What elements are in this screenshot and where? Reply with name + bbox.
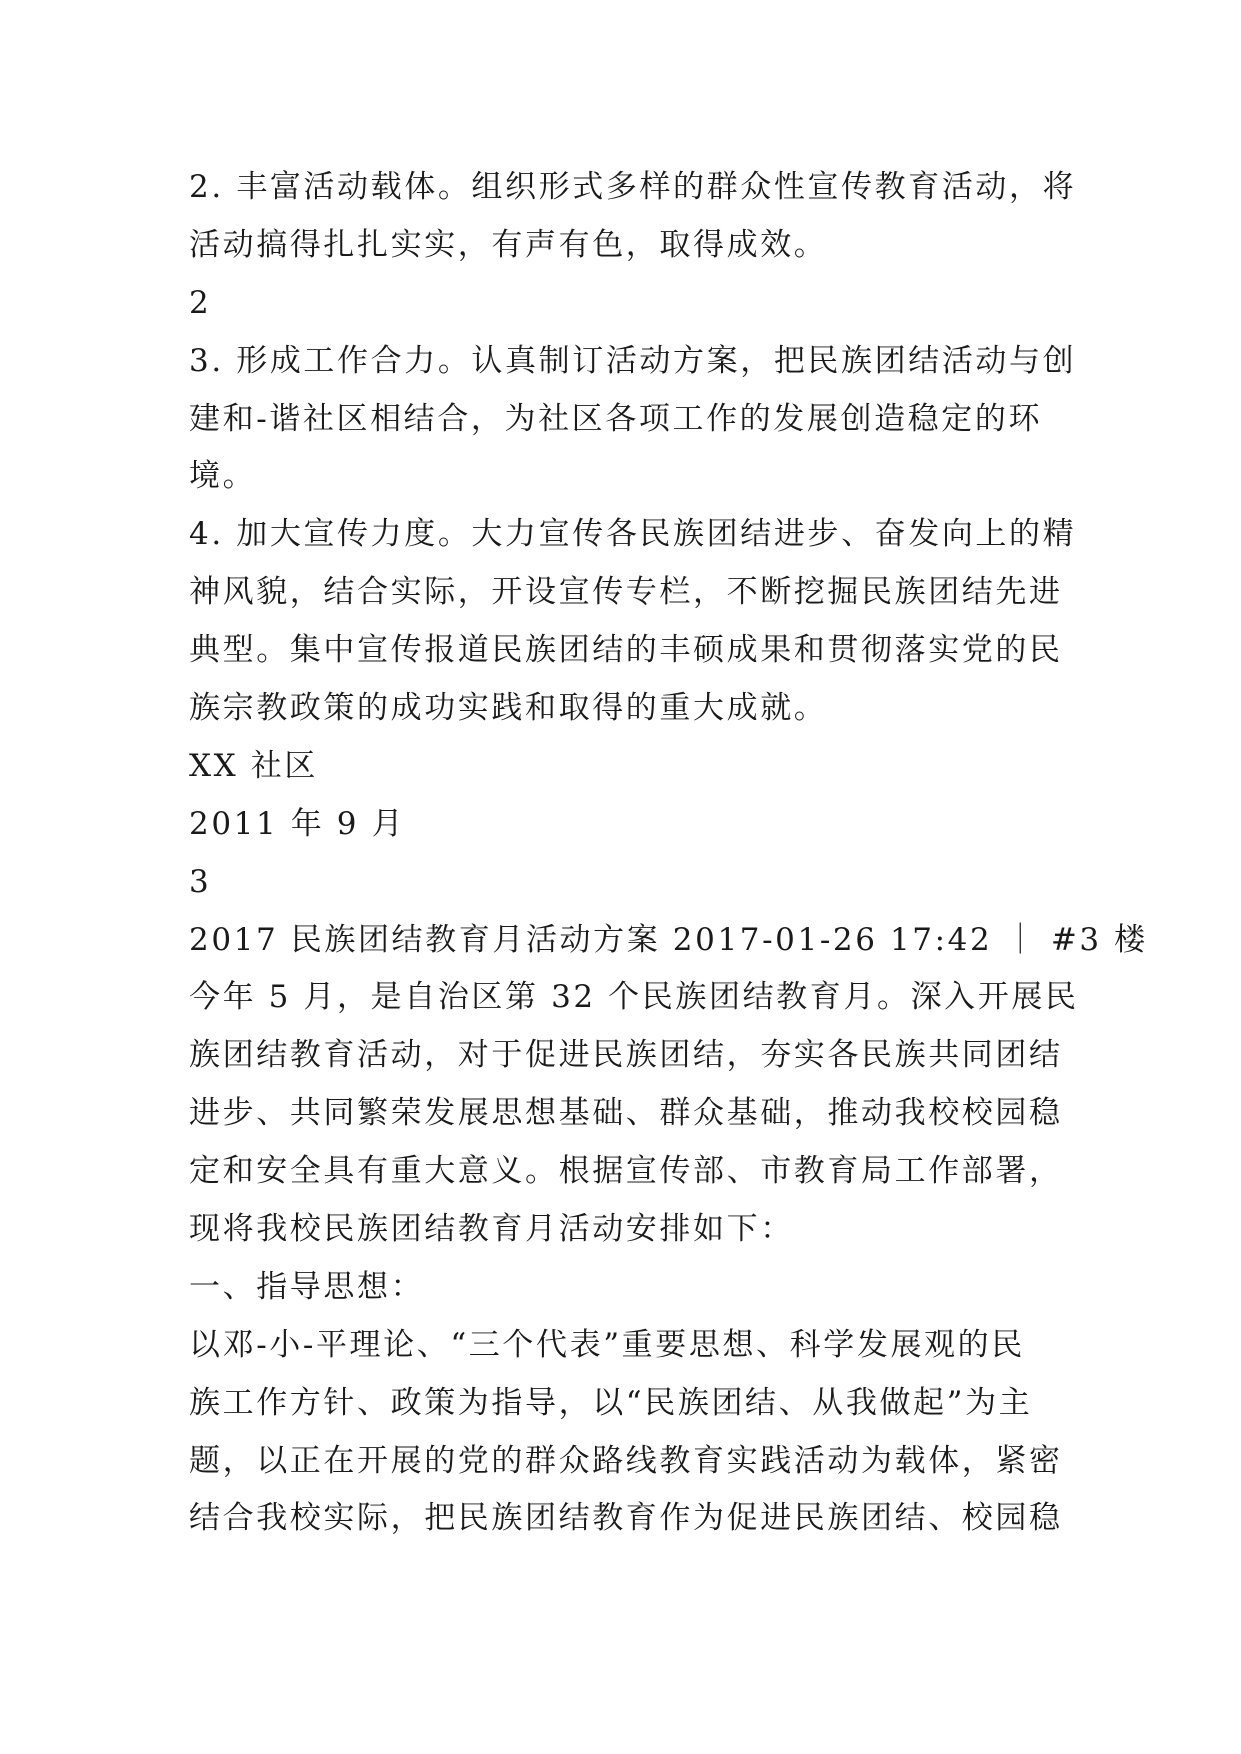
text-line: 神风貌，结合实际，开设宣传专栏，不断挖掘民族团结先进	[189, 574, 1063, 611]
heading: 一、指导思想：	[189, 1268, 425, 1305]
page-number: 2	[189, 284, 209, 321]
text-line: 族工作方针、政策为指导，以“民族团结、从我做起”为主	[189, 1384, 1033, 1421]
text-line: 建和-谐社区相结合，为社区各项工作的发展创造稳定的环	[189, 400, 1043, 437]
document-page	[189, 159, 1148, 1548]
page-number: 3	[189, 863, 209, 900]
text-line: 进步、共同繁荣发展思想基础、群众基础，推动我校校园稳	[189, 1095, 1063, 1132]
text-line: 典型。集中宣传报道民族团结的丰硕成果和贯彻落实党的民	[189, 632, 1063, 669]
signature-org: XX 社区	[189, 747, 318, 784]
text-line: 族团结教育活动，对于促进民族团结，夯实各民族共同团结	[189, 1037, 1063, 1074]
text-line: 结合我校实际，把民族团结教育作为促进民族团结、校园稳	[189, 1500, 1063, 1537]
text-line: 族宗教政策的成功实践和取得的重大成就。	[189, 690, 828, 727]
text-line: 定和安全具有重大意义。根据宣传部、市教育局工作部署，	[189, 1153, 1063, 1190]
text-line: 现将我校民族团结教育月活动安排如下：	[189, 1211, 794, 1248]
text-line: 2. 丰富活动载体。组织形式多样的群众性宣传教育活动，将	[189, 169, 1077, 205]
text-line: 4. 加大宣传力度。大力宣传各民族团结进步、奋发向上的精	[189, 516, 1077, 553]
signature-date: 2011 年 9 月	[189, 805, 406, 842]
text-line: 境。	[189, 458, 257, 495]
text-line: 以邓-小-平理论、“三个代表”重要思想、科学发展观的民	[189, 1326, 1025, 1363]
text-line: 今年 5 月，是自治区第 32 个民族团结教育月。深入开展民	[189, 979, 1079, 1016]
text-line: 题，以正在开展的党的群众路线教育实践活动为载体，紧密	[189, 1442, 1063, 1479]
text-line: 3. 形成工作合力。认真制订活动方案，把民族团结活动与创	[189, 342, 1077, 379]
section-title: 2017 民族团结教育月活动方案 2017-01-26 17:42 ｜ #3 楼	[189, 921, 1148, 958]
text-line: 活动搞得扎扎实实，有声有色，取得成效。	[189, 226, 828, 263]
